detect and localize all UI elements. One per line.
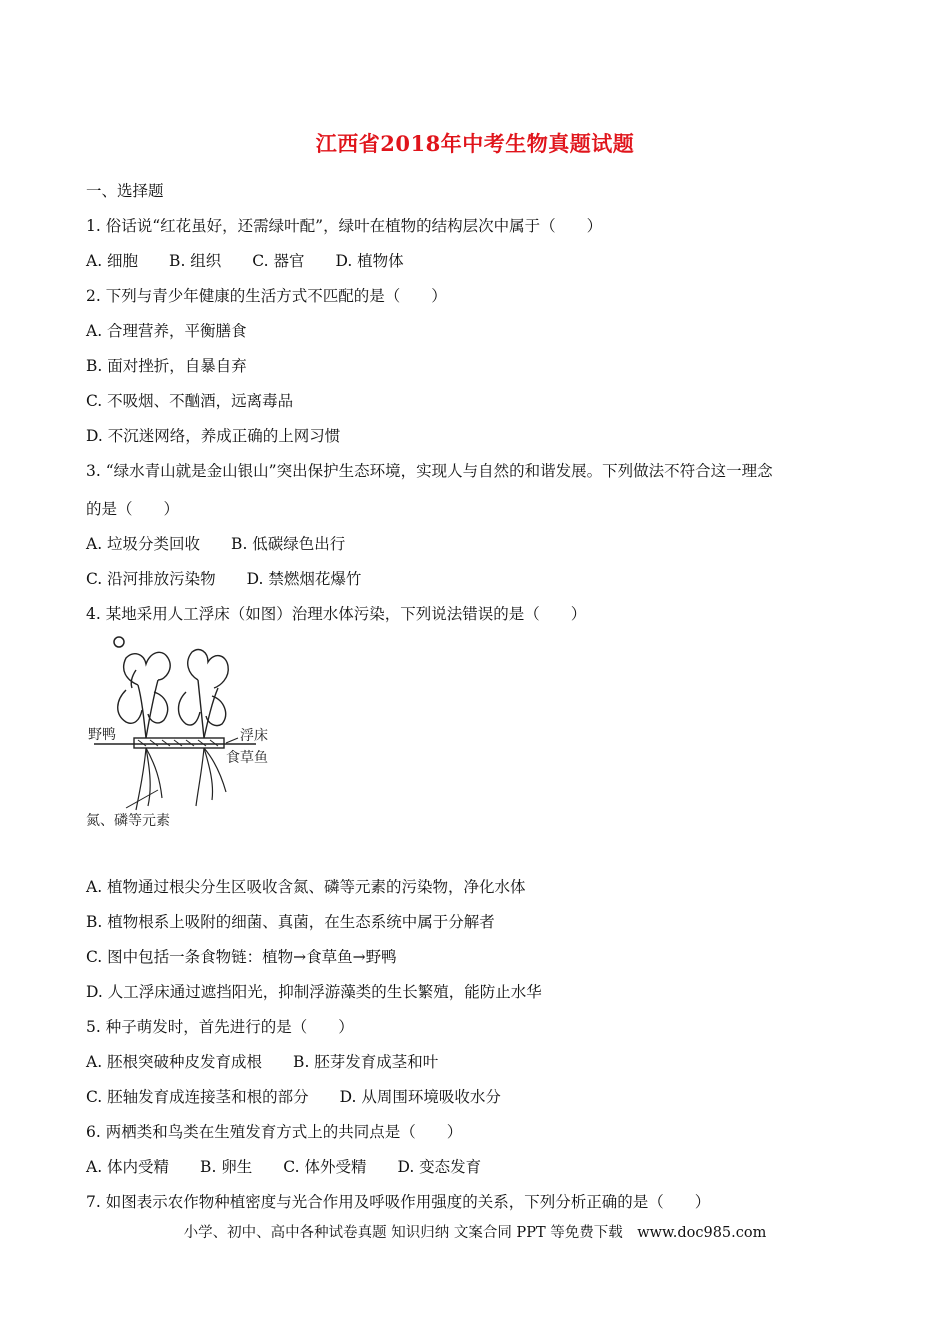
question-5-options-cd: C. 胚轴发育成连接茎和根的部分 D. 从周围环境吸收水分: [86, 1088, 501, 1106]
label-raft: 浮床: [240, 728, 268, 744]
question-2-option-d: D. 不沉迷网络，养成正确的上网习惯: [86, 427, 341, 445]
question-3: 3. “绿水青山就是金山银山”突出保护生态环境，实现人与自然的和谐发展。下列做法不符合这一理念: [86, 462, 773, 480]
question-4-option-d: D. 人工浮床通过遮挡阳光，抑制浮游藻类的生长繁殖，能防止水华: [86, 983, 542, 1001]
question-4: 4. 某地采用人工浮床（如图）治理水体污染，下列说法错误的是（ ）: [86, 605, 587, 623]
label-duck: 野鸭: [88, 727, 116, 743]
question-5-options-ab: A. 胚根突破种皮发育成根 B. 胚芽发育成茎和叶: [86, 1053, 439, 1071]
question-2-option-b: B. 面对挫折，自暴自弃: [86, 357, 247, 375]
question-5: 5. 种子萌发时，首先进行的是（ ）: [86, 1018, 354, 1036]
question-4-option-a: A. 植物通过根尖分生区吸收含氮、磷等元素的污染物，净化水体: [86, 878, 526, 896]
floating-bed-figure: [86, 630, 296, 835]
question-3-options-ab: A. 垃圾分类回收 B. 低碳绿色出行: [86, 535, 346, 553]
page-title: 江西省2018年中考生物真题试题: [315, 131, 635, 156]
question-4-option-b: B. 植物根系上吸附的细菌、真菌，在生态系统中属于分解者: [86, 913, 495, 931]
question-3-options-cd: C. 沿河排放污染物 D. 禁燃烟花爆竹: [86, 570, 362, 588]
question-6-options: A. 体内受精 B. 卵生 C. 体外受精 D. 变态发育: [86, 1158, 482, 1176]
question-4-option-c: C. 图中包括一条食物链：植物→食草鱼→野鸭: [86, 948, 397, 966]
question-3-cont: 的是（ ）: [86, 500, 180, 518]
question-2-option-c: C. 不吸烟、不酗酒，远离毒品: [86, 392, 294, 410]
question-2-option-a: A. 合理营养，平衡膳食: [86, 322, 247, 340]
section-heading: 一、选择题: [86, 182, 164, 200]
footer-text: 小学、初中、高中各种试卷真题 知识归纳 文案合同 PPT 等免费下载 www.doc985.com: [183, 1225, 767, 1241]
question-1: 1. 俗话说“红花虽好，还需绿叶配”，绿叶在植物的结构层次中属于（ ）: [86, 217, 603, 235]
label-elements: 氮、磷等元素: [86, 813, 170, 829]
question-7: 7. 如图表示农作物种植密度与光合作用及呼吸作用强度的关系，下列分析正确的是（ ）: [86, 1193, 711, 1211]
label-fish: 食草鱼: [226, 750, 268, 766]
question-6: 6. 两栖类和鸟类在生殖发育方式上的共同点是（ ）: [86, 1123, 463, 1141]
question-2: 2. 下列与青少年健康的生活方式不匹配的是（ ）: [86, 287, 447, 305]
question-1-options: A. 细胞 B. 组织 C. 器官 D. 植物体: [86, 252, 404, 270]
